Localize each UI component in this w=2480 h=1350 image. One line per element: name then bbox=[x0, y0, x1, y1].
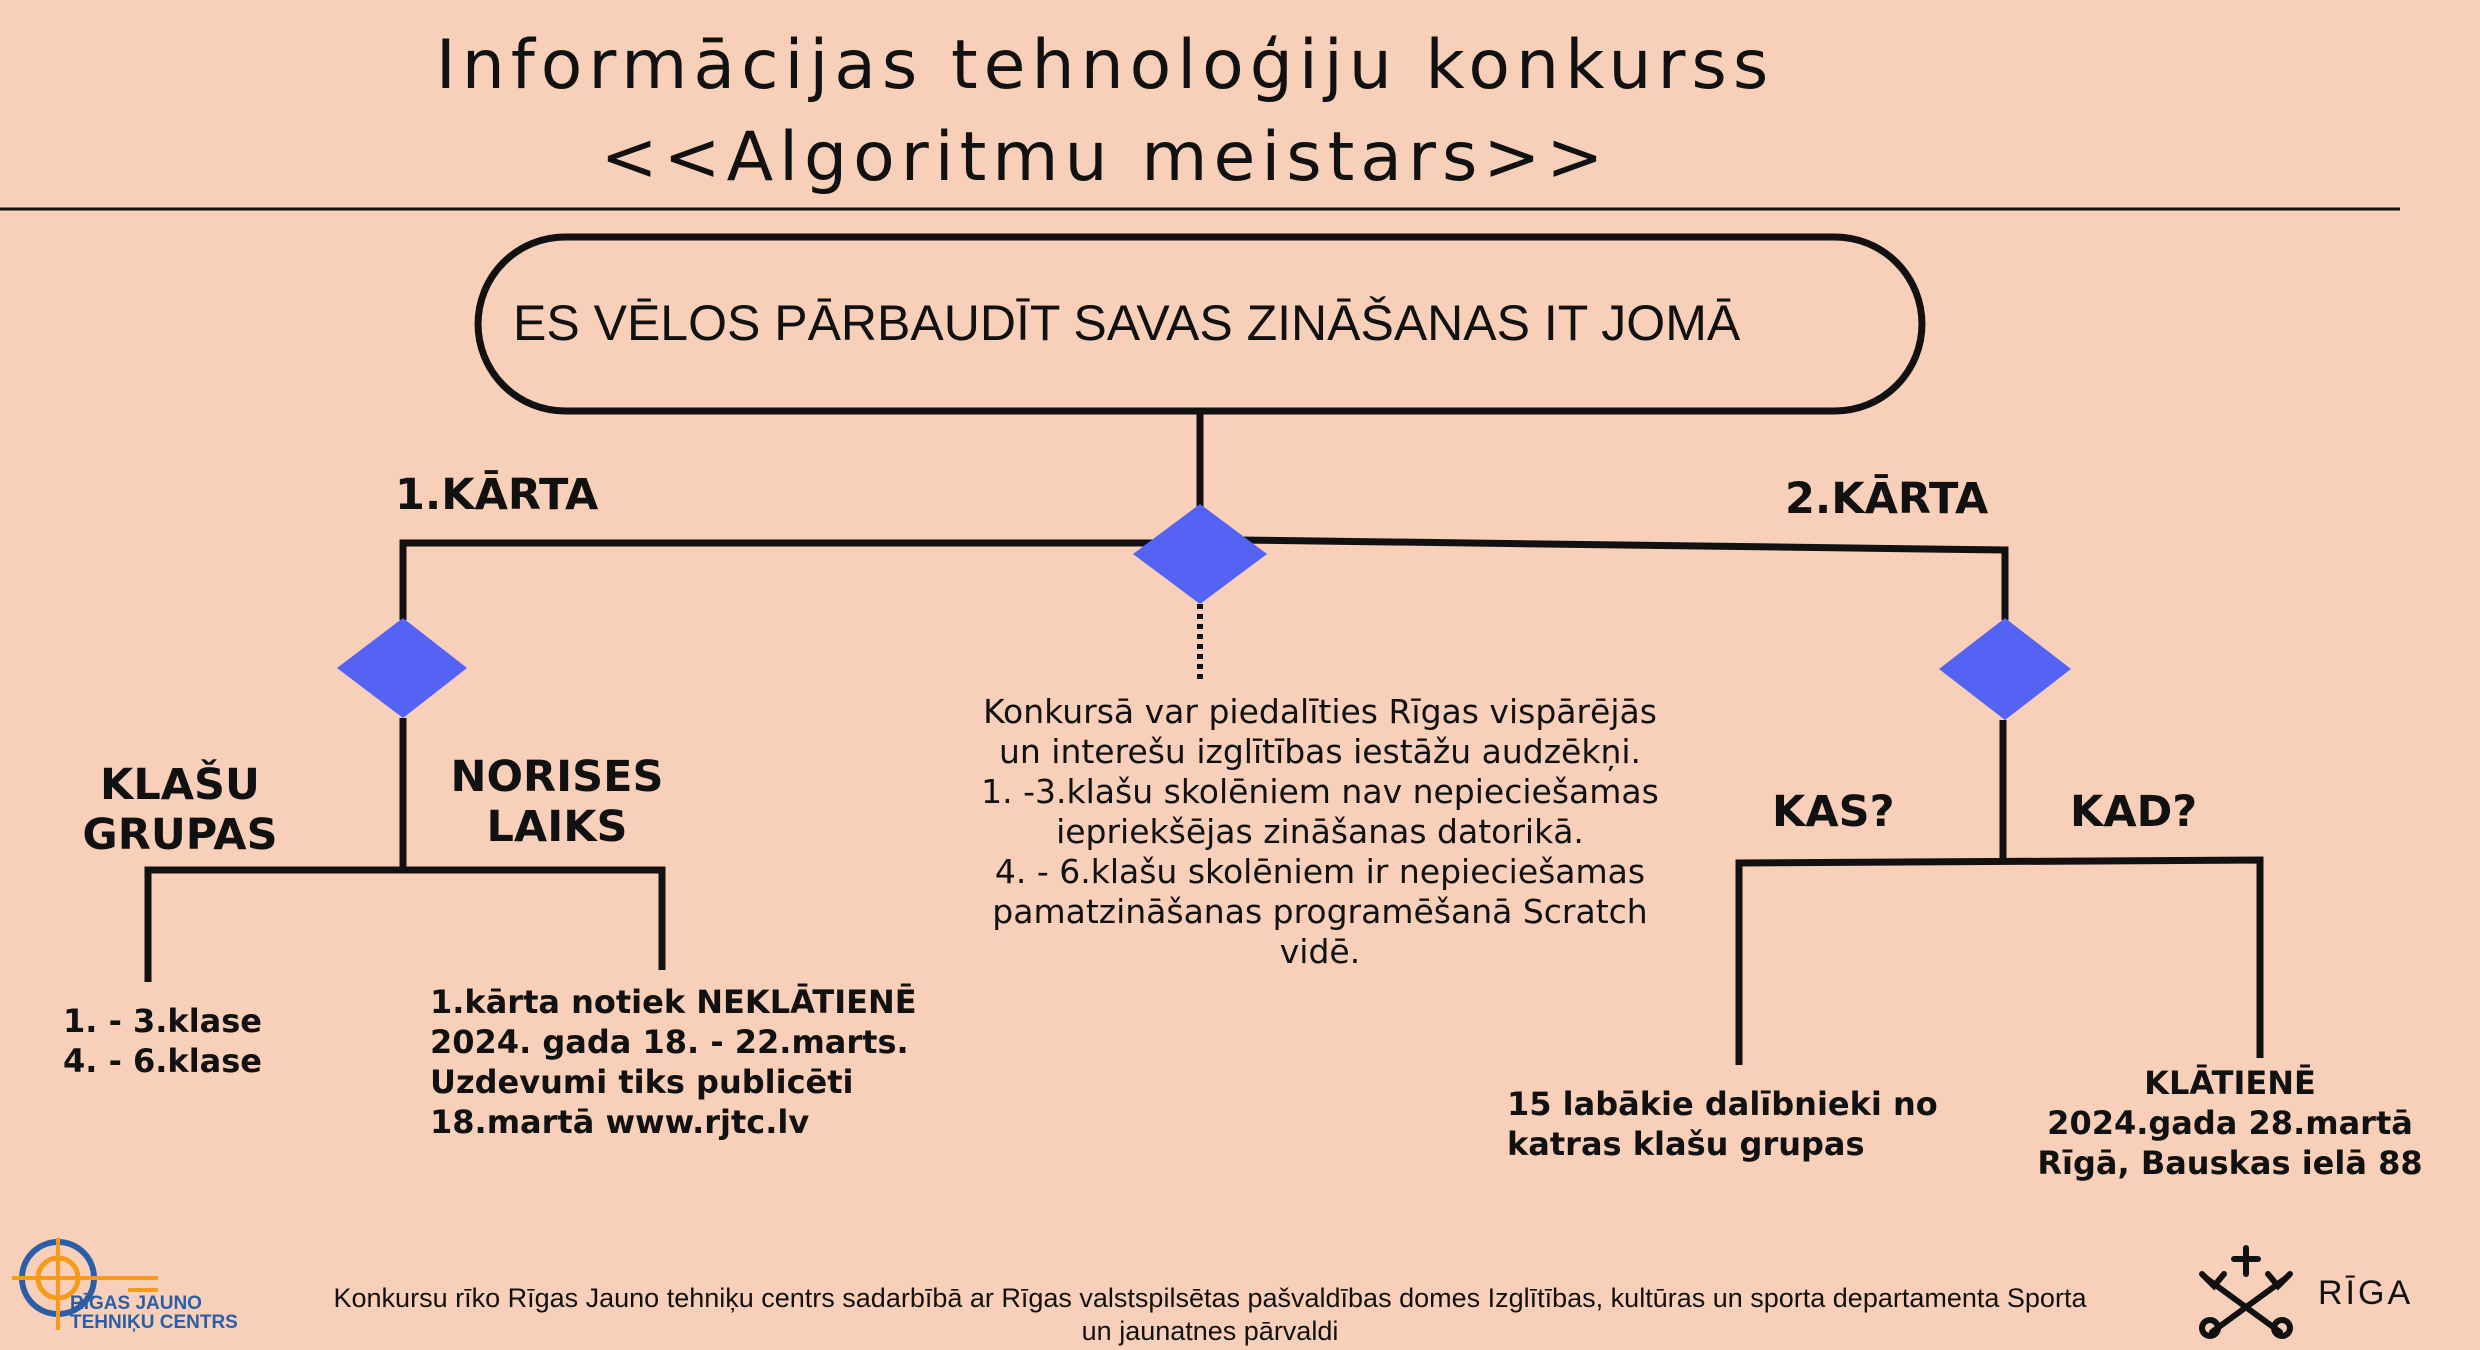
who-heading: KAS? bbox=[1772, 787, 1895, 837]
class-groups-text: 1. - 3.klase 4. - 6.klase bbox=[63, 1002, 262, 1080]
left-split-line bbox=[148, 870, 662, 982]
page-subtitle: <<Algoritmu meistars>> bbox=[600, 118, 1610, 197]
eligibility-text: Konkursā var piedalīties Rīgas vispārējās un interešu izglītības iestāžu audzēkņi. 1. -3.klašu skolēniem nav nepieciešamas iepriekšējas zināšanas datorikā. 4. - 6.klašu skolēniem ir nepieciešamas pamatzināšanas programēšanā Scratch vidē. bbox=[981, 692, 1659, 971]
left-diamond bbox=[337, 618, 467, 718]
logo-text-line2: TEHNIĶU CENTRS bbox=[70, 1312, 238, 1333]
rjtc-logo bbox=[8, 1238, 238, 1338]
right-diamond bbox=[1939, 618, 2071, 720]
page-title: Informācijas tehnoloģiju konkurss bbox=[435, 26, 1775, 105]
right-split-line bbox=[1739, 860, 2260, 1065]
footer-organizer-text: Konkursu rīko Rīgas Jauno tehniķu centrs sadarbībā ar Rīgas valstspilsētas pašvaldības domes Izglītības, kultūras un sporta departamenta Sporta un jaunatnes pārvaldi bbox=[333, 1283, 2087, 1346]
when-heading: KAD? bbox=[2070, 787, 2198, 837]
round-2-label: 2.KĀRTA bbox=[1785, 474, 1989, 524]
left-branch-line bbox=[403, 543, 1160, 620]
center-diamond bbox=[1133, 504, 1267, 604]
riga-coat-of-arms-icon bbox=[2196, 1244, 2296, 1346]
when-text: KLĀTIENĒ 2024.gada 28.martā Rīgā, Bauskas ielā 88 bbox=[2037, 1064, 2423, 1182]
riga-label: RĪGA bbox=[2318, 1274, 2414, 1312]
root-box-text: ES VĒLOS PĀRBAUDĪT SAVAS ZINĀŠANAS IT JOMĀ bbox=[513, 295, 1741, 351]
round-1-label: 1.KĀRTA bbox=[395, 470, 599, 520]
logo-text-line1: RĪGAS JAUNO bbox=[70, 1293, 202, 1314]
round-1-timing-text: 1.kārta notiek NEKLĀTIENĒ 2024. gada 18. - 22.marts. Uzdevumi tiks publicēti 18.martā www.rjtc.lv bbox=[430, 983, 917, 1141]
right-branch-line bbox=[1240, 540, 2005, 620]
who-text: 15 labākie dalībnieki no katras klašu grupas bbox=[1507, 1085, 1938, 1163]
timing-heading: NORISES LAIKS bbox=[450, 752, 664, 852]
class-groups-heading: KLAŠU GRUPAS bbox=[82, 760, 278, 860]
